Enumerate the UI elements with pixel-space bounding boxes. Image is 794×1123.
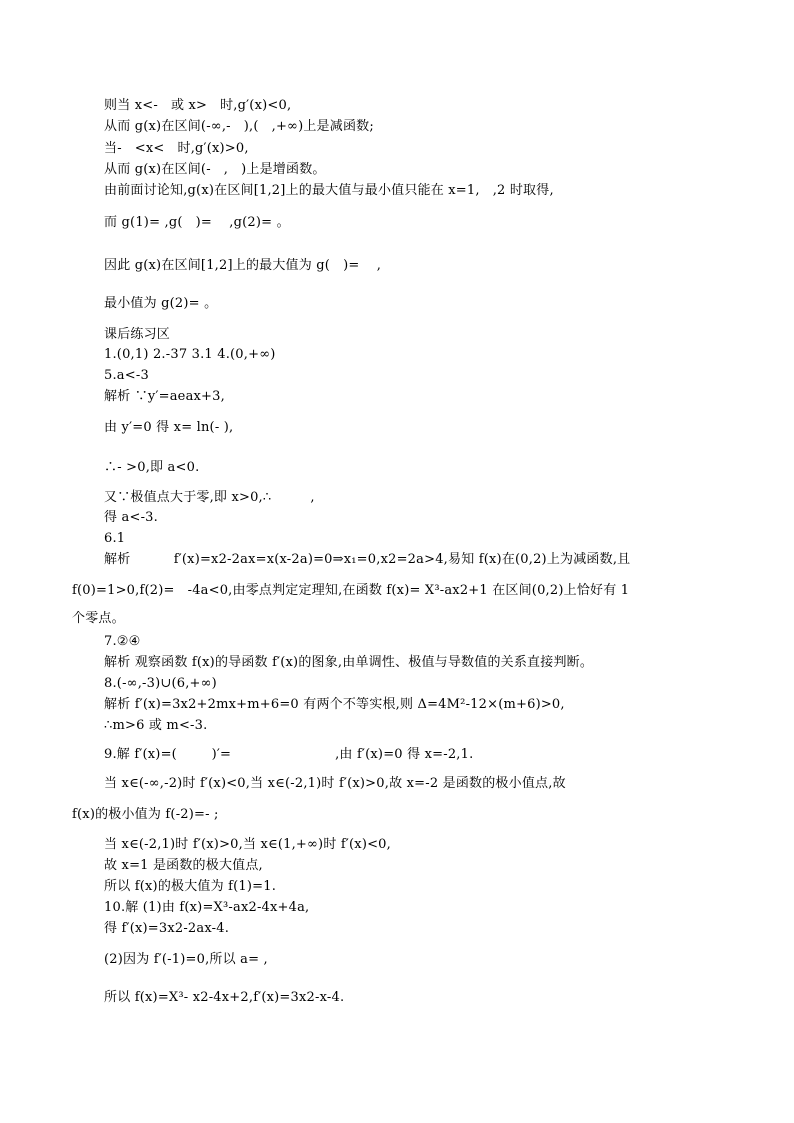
text-line: 当- <x< 时,g′(x)>0, [104, 141, 249, 156]
text-line: 则当 x<- 或 x> 时,g′(x)<0, [104, 98, 292, 113]
text-line: f(0)=1>0,f(2)= -4a<0,由零点判定定理知,在函数 f(x)= X³-ax2+1 在区间(0,2)上恰好有 1 [72, 583, 630, 598]
text-line: 得 f′(x)=3x2-2ax-4. [104, 921, 230, 936]
text-line: 从而 g(x)在区间(-∞,- ),( ,+∞)上是减函数; [104, 119, 374, 134]
text-line: ∴m>6 或 m<-3. [104, 718, 208, 733]
text-line: 解析 f′(x)=3x2+2mx+m+6=0 有两个不等实根,则 Δ=4M²-12×(m+6)>0, [104, 697, 565, 712]
text-line: f(x)的极小值为 f(-2)=- ; [72, 807, 219, 822]
text-line: 所以 f(x)的极大值为 f(1)=1. [104, 879, 277, 894]
text-line: 解析 观察函数 f(x)的导函数 f′(x)的图象,由单调性、极值与导数值的关系直接判断。 [104, 655, 594, 670]
text-line: 而 g(1)= ,g( )= ,g(2)= 。 [104, 215, 290, 230]
text-line: 解析 f′(x)=x2-2ax=x(x-2a)=0⇒x₁=0,x2=2a>4,易知 f(x)在(0,2)上为减函数,且 [104, 552, 631, 567]
text-line: 9.解 f′(x)=( )′= ,由 f′(x)=0 得 x=-2,1. [104, 747, 474, 762]
text-line: 个零点。 [72, 611, 125, 626]
text-line: 从而 g(x)在区间(- , )上是增函数。 [104, 162, 326, 177]
text-line: 解析 ∵y′=aeax+3, [104, 389, 225, 404]
text-line: 6.1 [104, 531, 126, 546]
text-line: ∴- >0,即 a<0. [104, 460, 200, 475]
section-heading: 课后练习区 [104, 327, 171, 342]
text-line: 所以 f(x)=X³- x2-4x+2,f′(x)=3x2-x-4. [104, 990, 345, 1005]
text-line: 10.解 (1)由 f(x)=X³-ax2-4x+4a, [104, 900, 310, 915]
text-line: 1.(0,1) 2.-37 3.1 4.(0,+∞) [104, 347, 276, 362]
text-line: 当 x∈(-2,1)时 f′(x)>0,当 x∈(1,+∞)时 f′(x)<0, [104, 837, 391, 852]
text-line: 由前面讨论知,g(x)在区间[1,2]上的最大值与最小值只能在 x=1, ,2 时取得, [104, 183, 554, 198]
text-line: 8.(-∞,-3)∪(6,+∞) [104, 676, 217, 691]
text-line: 得 a<-3. [104, 510, 158, 525]
text-line: 因此 g(x)在区间[1,2]上的最大值为 g( )= , [104, 258, 382, 273]
text-line: 又∵极值点大于零,即 x>0,∴ , [104, 490, 315, 505]
text-line: 由 y′=0 得 x= ln(- ), [104, 420, 234, 435]
text-line: 故 x=1 是函数的极大值点, [104, 858, 263, 873]
text-line: 最小值为 g(2)= 。 [104, 296, 218, 311]
text-line: (2)因为 f′(-1)=0,所以 a= , [104, 952, 268, 967]
text-line: 7.②④ [104, 634, 141, 649]
text-line: 5.a<-3 [104, 368, 149, 383]
text-line: 当 x∈(-∞,-2)时 f′(x)<0,当 x∈(-2,1)时 f′(x)>0,故 x=-2 是函数的极小值点,故 [104, 776, 566, 791]
